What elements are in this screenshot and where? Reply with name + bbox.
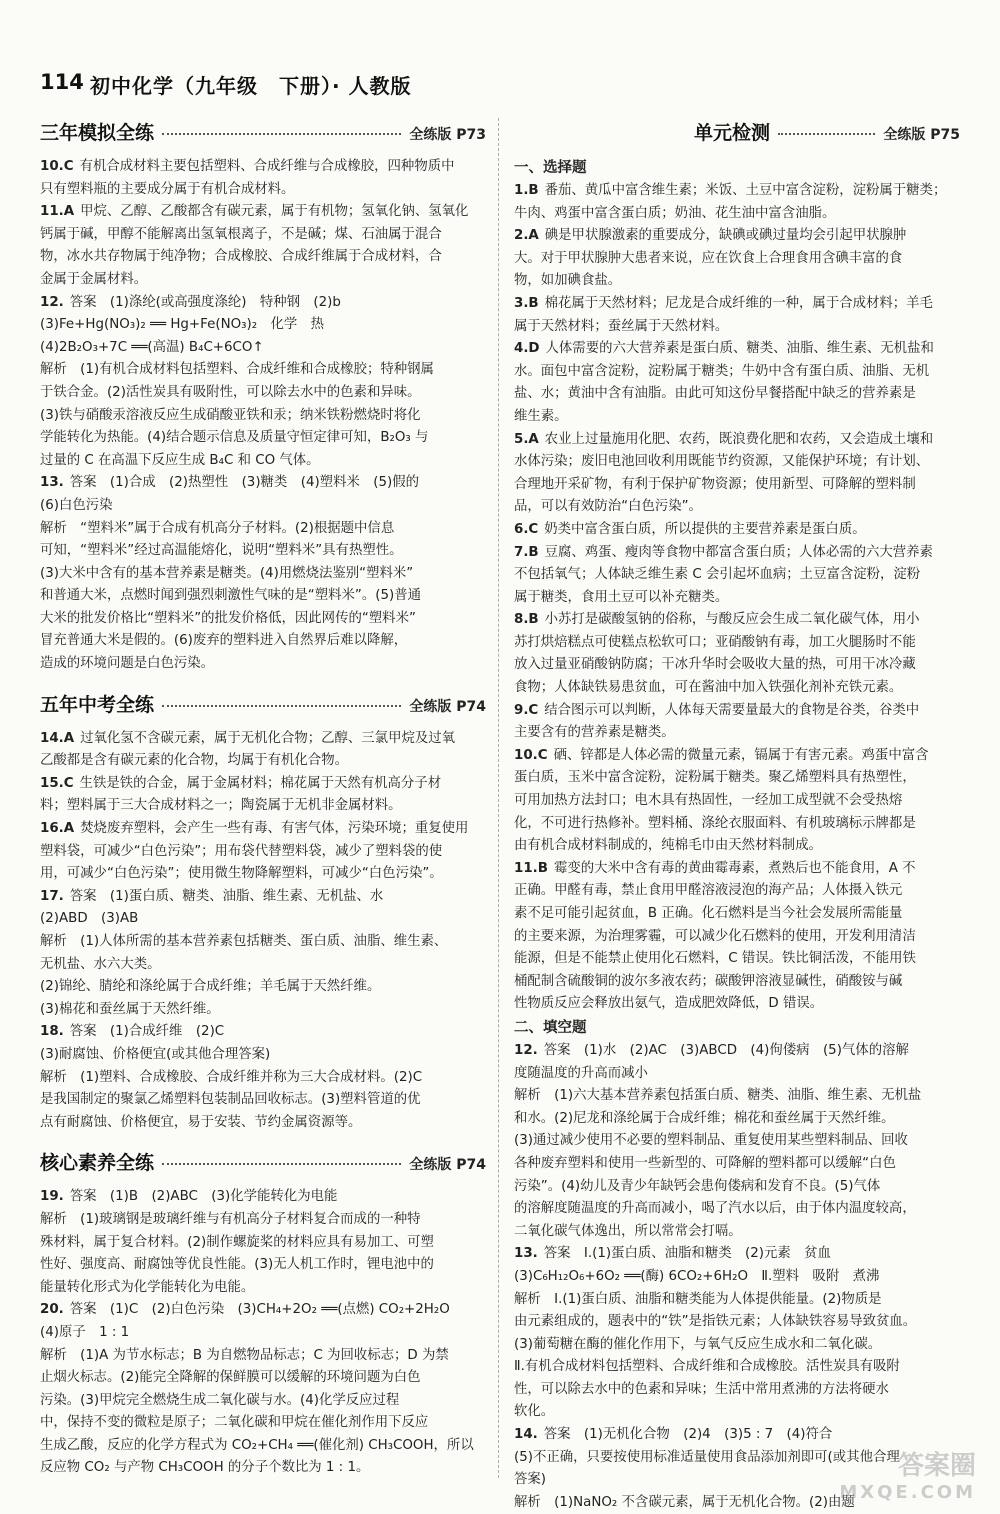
section-ref: 全练版 P74 xyxy=(409,698,486,715)
answer-item xyxy=(40,728,486,773)
text-line: 番茄、黄瓜中富含维生素；米饭、土豆中富含淀粉，淀粉属于糖类； xyxy=(544,183,947,198)
text-line: 答案 (1)合成纤维 (2)C xyxy=(69,1024,225,1040)
text-line: 答案 (1)合成 (2)热塑性 (3)糖类 (4)塑料米 (5)假的 xyxy=(69,475,419,491)
text-line: 解析 (1)有机合成材料包括塑料、合成纤维和合成橡胶；特种钢属 xyxy=(40,362,434,378)
text-line: 污染”。(4)幼儿及青少年缺钙会患佝偻病和发育不良。(5)气体 xyxy=(514,1178,881,1194)
text-line: 结合图示可以判断，人体每天需要量最大的食物是谷类，谷类中 xyxy=(544,702,920,718)
text-line: 品，可以有效防治“白色污染”。 xyxy=(514,499,702,515)
answer-item xyxy=(514,700,960,745)
text-line: (6)白色污染 xyxy=(40,497,113,513)
answer-item xyxy=(514,519,960,542)
text-line: 冒充普通大米是假的。(6)废弃的塑料进入自然界后难以降解， xyxy=(40,633,408,649)
dotted-leader xyxy=(162,1163,401,1165)
answer-item xyxy=(514,1040,960,1243)
section-title: 核心素养全练 xyxy=(40,1152,155,1175)
text-line: 答案 (1)C (2)白色污染 (3)CH₄+2O₂ ══(点燃) CO₂+2H₂O xyxy=(69,1302,450,1318)
text-line: (3)耐腐蚀、价格便宜(或其他合理答案) xyxy=(40,1046,271,1062)
text-line: 豆腐、鸡蛋、瘦肉等食物中都富含蛋白质；人体必需的六大营养素 xyxy=(544,544,933,560)
text-line: 是我国制定的聚氯乙烯塑料包装制品回收标志。(3)塑料管道的优 xyxy=(40,1092,421,1108)
page-number: 114 xyxy=(40,70,84,94)
text-line: 合理地开采矿物，有利于保护矿物资源；使用新型、可降解的塑料制 xyxy=(514,476,916,492)
text-line: 答案 (1)水 (2)AC (3)ABCD (4)佝偻病 (5)气体的溶解 xyxy=(543,1042,909,1058)
section-ref: 全练版 P75 xyxy=(883,127,960,143)
text-line: 生成乙酸，反应的化学方程式为 CO₂+CH₄ ══(催化剂) CH₃COOH，所以 xyxy=(40,1437,474,1453)
item-number: 12. xyxy=(40,294,64,310)
text-line: (3)通过减少使用不必要的塑料制品、重复使用某些塑料制品、回收 xyxy=(514,1133,908,1149)
text-line: 于铁合金。(2)活性炭具有吸附性，可以除去水中的色素和异味。 xyxy=(40,384,421,400)
text-line: 大。对于甲状腺肿大患者来说，应在饮食上合理食用含碘丰富的食 xyxy=(514,250,903,266)
text-line: 无机盐、水六大类。 xyxy=(40,956,161,972)
watermark-url: MXQE.COM xyxy=(839,1482,976,1503)
item-number: 11.A xyxy=(40,204,75,220)
right-column xyxy=(514,118,960,1514)
page-header xyxy=(40,66,960,102)
text-line: 牛肉、鸡蛋中富含蛋白质；奶油、花生油中富含油脂。 xyxy=(514,205,836,221)
text-line: 答案 Ⅰ.(1)蛋白质、油脂和糖类 (2)元素 贫血 xyxy=(543,1246,831,1262)
text-line: 解析 Ⅰ.(1)蛋白质、油脂和糖类能为人体提供能量。(2)物质是 xyxy=(514,1291,882,1307)
text-line: 解析 (1)六大基本营养素包括蛋白质、糖类、油脂、维生素、无机盐 xyxy=(514,1088,922,1104)
text-line: 素不足可能引起贫血，B 正确。化石燃料是当今社会发展所需能量 xyxy=(514,906,903,921)
text-line: 正确。甲醛有毒，禁止食用甲醛溶液浸泡的海产品；人体摄入铁元 xyxy=(514,883,903,899)
text-line: 度随温度的升高而减小 xyxy=(514,1065,648,1081)
text-line: 解析 (1)塑料、合成橡胶、合成纤维并称为三大合成材料。(2)C xyxy=(40,1069,423,1085)
text-line: 性，可以除去水中的色素和异味；生活中常用煮沸的方法将硬水 xyxy=(514,1381,889,1397)
answer-item xyxy=(40,472,486,675)
answer-item xyxy=(40,1021,486,1134)
text-line: 过氧化氢不含碳元素，属于无机化合物；乙醇、三氯甲烷及过氧 xyxy=(80,730,456,746)
text-line: 由元素组成的，题表中的“铁”是指铁元素；人体缺铁容易导致贫血。 xyxy=(514,1314,917,1330)
text-line: 的主要来源，为治理雾霾，可以减少化石燃料的使用，开发利用清洁 xyxy=(514,928,916,944)
answer-item xyxy=(514,225,960,293)
answer-item xyxy=(40,292,486,473)
text-line: 解析 (1)人体所需的基本营养素包括糖类、蛋白质、油脂、维生素、 xyxy=(40,934,448,949)
text-line: 金属于金属材料。 xyxy=(40,271,148,287)
answer-item xyxy=(40,201,486,291)
text-line: (2)锦纶、腈纶和涤纶属于合成纤维；羊毛属于天然纤维。 xyxy=(40,979,381,995)
answer-item xyxy=(514,858,960,1016)
text-line: 和普通大米，点燃时闻到强烈刺激性气味的是“塑料米”。(5)普通 xyxy=(40,588,421,604)
section-header xyxy=(40,690,486,724)
item-number: 8.B xyxy=(514,612,539,628)
text-line: (4)原子 1 : 1 xyxy=(40,1324,130,1340)
text-line: 能量转化形式为化学能转化为电能。 xyxy=(40,1279,255,1295)
text-line: 钙属于碱，甲醇不能解离出氢氧根离子，不是碱；煤、石油属于混合 xyxy=(40,226,442,242)
text-line: (3)棉花和蚕丝属于天然纤维。 xyxy=(40,1001,220,1017)
text-line: 甲烷、乙醇、乙酸都含有碳元素，属于有机物；氢氧化钠、氢氧化 xyxy=(80,204,469,220)
item-number: 17. xyxy=(40,888,64,904)
answer-item xyxy=(40,156,486,201)
text-line: 软化。 xyxy=(514,1404,555,1420)
dotted-leader xyxy=(162,705,401,707)
item-number: 1.B xyxy=(514,183,539,198)
section-header xyxy=(514,118,960,152)
answer-item xyxy=(514,745,960,858)
text-line: 过量的 C 在高温下反应生成 B₄C 和 CO 气体。 xyxy=(40,452,320,468)
text-line: 放入过量亚硝酸钠防腐；干冰升华时会吸收大量的热，可用干冰冷藏 xyxy=(514,657,916,673)
book-title: 初中化学（九年级 下册）· 人教版 xyxy=(90,74,412,98)
text-line: 答案 (1)蛋白质、糖类、油脂、维生素、无机盐、水 xyxy=(69,888,384,904)
text-line: 生铁是铁的合金，属于金属材料；棉花属于天然有机高分子材 xyxy=(79,775,442,791)
subsection-title: 一、选择题 xyxy=(514,160,587,176)
text-line: 棉花属于天然材料；尼龙是合成纤维的一种，属于合成材料；羊毛 xyxy=(544,295,933,311)
text-line: 塑料袋，可减少“白色污染”；用布袋代替塑料袋，减少了塑料袋的使 xyxy=(40,843,443,859)
item-number: 3.B xyxy=(514,295,539,311)
section-header xyxy=(40,118,486,152)
text-line: 只有塑料瓶的主要成分属于有机合成材料。 xyxy=(40,181,295,197)
text-line: 桶配制含硫酸铜的波尔多液农药；碳酸钾溶液显碱性，硝酸铵与碱 xyxy=(514,973,903,989)
text-line: 可用加热方法封口；电木具有热固性，一经加工成型就不会受热熔 xyxy=(514,793,903,809)
answer-item xyxy=(40,1186,486,1299)
section-header xyxy=(40,1148,486,1182)
text-line: 点有耐腐蚀、价格便宜，易于安装、节约金属资源等。 xyxy=(40,1114,362,1130)
item-number: 10.C xyxy=(40,159,74,174)
text-line: Ⅱ.有机合成材料包括塑料、合成纤维和合成橡胶。活性炭具有吸附 xyxy=(514,1359,900,1375)
text-line: 水。面包中富含淀粉，淀粉属于糖类；牛奶中含有蛋白质、油脂、无机 xyxy=(514,363,930,379)
text-line: 的溶解度随温度的升高而减小，喝了汽水以后，由于体内温度较高， xyxy=(514,1201,916,1217)
text-line: (2)ABD (3)AB xyxy=(40,911,139,927)
text-line: (4)2B₂O₃+7C ══(高温) B₄C+6CO↑ xyxy=(40,339,264,355)
text-line: 有机合成材料主要包括塑料、合成纤维与合成橡胶，四种物质中 xyxy=(79,159,455,174)
text-line: 学能转化为热能。(4)结合题示信息及质量守恒定律可知，B₂O₃ 与 xyxy=(40,430,429,446)
text-line: 能源，但是不能禁止使用化石燃料，C 错误。铁比铜活泼，不能用铁 xyxy=(514,951,916,967)
text-line: 污染。(3)甲烷完全燃烧生成二氧化碳与水。(4)化学反应过程 xyxy=(40,1392,400,1408)
answer-item xyxy=(514,180,960,225)
answer-item xyxy=(40,1299,486,1480)
text-line: 答案 (1)B (2)ABC (3)化学能转化为电能 xyxy=(69,1189,338,1205)
text-line: 物，冰水共存物属于纯净物；合成橡胶、合成纤维属于合成材料，合 xyxy=(40,249,442,265)
text-line: (3)C₆H₁₂O₆+6O₂ ══(酶) 6CO₂+6H₂O Ⅱ.塑料 吸附 煮沸 xyxy=(514,1268,880,1284)
text-line: 中，保持不变的微粒是原子；二氧化碳和甲烷在催化剂作用下反应 xyxy=(40,1415,429,1431)
item-number: 9.C xyxy=(514,702,539,718)
item-number: 13. xyxy=(514,1246,538,1262)
item-number: 11.B xyxy=(514,860,548,876)
item-number: 5.A xyxy=(514,431,539,447)
text-line: 食物；人体缺铁易患贫血，可在酱油中加入铁强化剂补充铁元素。 xyxy=(514,680,903,696)
answer-item xyxy=(514,1243,960,1424)
text-line: 解析 “塑料米”属于合成有机高分子材料。(2)根据题中信息 xyxy=(40,520,395,536)
text-line: 和水。(2)尼龙和涤纶属于合成纤维；棉花和蚕丝属于天然纤维。 xyxy=(514,1110,895,1126)
text-line: 各种废弃塑料和使用一些新型的、可降解的塑料都可以缓解“白色 xyxy=(514,1155,896,1171)
text-line: 属于糖类，食用土豆可以补充糖类。 xyxy=(514,589,729,605)
text-line: 人体需要的六大营养素是蛋白质、糖类、油脂、维生素、无机盐和 xyxy=(545,341,934,357)
text-line: 蛋白质，玉米中富含淀粉，淀粉属于糖类。聚乙烯塑料具有热塑性， xyxy=(514,770,916,786)
text-line: 主要含有的营养素是糖类。 xyxy=(514,725,675,741)
item-number: 18. xyxy=(40,1024,64,1040)
text-line: (5)不正确，只要按使用标准适量使用食品添加剂即可(或其他合理 xyxy=(514,1449,900,1465)
section-title: 单元检测 xyxy=(694,122,771,144)
column-divider xyxy=(498,118,499,1478)
section-title: 三年模拟全练 xyxy=(40,122,155,144)
text-line: 农业上过量施用化肥、农药，既浪费化肥和农药，又会造成土壤和 xyxy=(544,431,934,447)
text-line: 答案 (1)无机化合物 (2)4 (3)5 : 7 (4)符合 xyxy=(543,1427,833,1443)
text-line: 乙酸都是含有碳元素的化合物，均属于有机化合物。 xyxy=(40,753,348,769)
item-number: 14. xyxy=(514,1427,538,1443)
text-line: 造成的环境问题是白色污染。 xyxy=(40,656,215,672)
text-line: 霉变的大米中含有毒的黄曲霉毒素，煮熟后也不能食用，A 不 xyxy=(553,860,916,876)
item-number: 15.C xyxy=(40,775,74,791)
section-ref: 全练版 P73 xyxy=(409,127,486,143)
answer-item xyxy=(514,293,960,338)
text-line: 止烟火标志。(2)能完全降解的保鲜膜可以缓解的环境问题为白色 xyxy=(40,1370,421,1386)
text-line: 大米的批发价格比“塑料米”的批发价格低，因此网传的“塑料米” xyxy=(40,610,416,626)
text-line: 解析 (1)NaNO₂ 不含碳元素，属于无机化合物。(2)由题 xyxy=(514,1494,855,1510)
watermark-text: 答案圈 xyxy=(897,1451,976,1481)
text-line: 盐、水；黄油中含有油脂。由此可知这份早餐搭配中缺乏的营养素是 xyxy=(514,386,916,402)
text-line: 解析 (1)玻璃钢是玻璃纤维与有机高分子材料复合而成的一种特 xyxy=(40,1211,421,1227)
text-line: 奶类中富含蛋白质，所以提供的主要营养素是蛋白质。 xyxy=(544,521,866,537)
text-line: 苏打烘焙糕点可使糕点松软可口；亚硝酸钠有毒，加工火腿肠时不能 xyxy=(514,634,916,650)
text-line: 用，可减少“白色污染”；使用微生物降解塑料，可减少“白色污染”。 xyxy=(40,866,443,882)
text-line: (3)大米中含有的基本营养素是糖类。(4)用燃烧法鉴别“塑料米” xyxy=(40,565,414,581)
answer-item xyxy=(40,886,486,1022)
item-number: 7.B xyxy=(514,544,539,560)
text-line: 硒、锌都是人体必需的微量元素，镉属于有害元素。鸡蛋中富含 xyxy=(553,747,929,763)
text-line: 物，如加碘食盐。 xyxy=(514,273,622,289)
item-number: 19. xyxy=(40,1189,64,1205)
text-line: 焚烧废弃塑料，会产生一些有毒、有害气体，污染环境；重复使用 xyxy=(80,821,469,837)
text-line: 属于天然材料；蚕丝属于天然材料。 xyxy=(514,318,729,334)
answer-item xyxy=(40,773,486,818)
item-number: 16.A xyxy=(40,821,75,837)
watermark-logo xyxy=(826,1445,976,1503)
text-line: 答案 (1)涤纶(或高强度涤纶) 特种钢 (2)b xyxy=(69,294,341,310)
left-column xyxy=(40,118,486,1480)
text-line: (3)葡萄糖在酶的催化作用下，与氧气反应生成水和二氧化碳。 xyxy=(514,1336,882,1352)
dotted-leader xyxy=(778,133,875,135)
text-line: (3)铁与硝酸汞溶液反应生成硝酸亚铁和汞；纳米铁粉燃烧时将化 xyxy=(40,407,421,423)
item-number: 20. xyxy=(40,1302,64,1318)
text-line: 料；塑料属于三大合成材料之一；陶瓷属于无机非金属材料。 xyxy=(40,798,402,814)
text-line: 化，不可进行热修补。塑料桶、涤纶衣服面料、有机玻璃标示牌都是 xyxy=(514,815,916,831)
answer-item xyxy=(514,609,960,699)
item-number: 2.A xyxy=(514,228,539,244)
text-line: 碘是甲状腺激素的重要成分，缺碘或碘过量均会引起甲状腺肿 xyxy=(544,228,907,244)
item-number: 12. xyxy=(514,1042,538,1058)
item-number: 6.C xyxy=(514,521,539,537)
text-line: 可知，“塑料米”经过高温能熔化，说明“塑料米”具有热塑性。 xyxy=(40,543,403,559)
text-line: 不包括氧气；人体缺乏维生素 C 会引起坏血病；土豆富含淀粉，淀粉 xyxy=(514,567,921,583)
text-line: 水体污染；废旧电池回收利用既能节约资源，又能保护环境；有计划、 xyxy=(514,454,930,470)
text-line: 解析 (1)A 为节水标志；B 为自燃物品标志；C 为回收标志；D 为禁 xyxy=(40,1347,449,1363)
text-line: 由有机合成材料制成的，纯棉毛巾由天然材料制成。 xyxy=(514,838,822,854)
item-number: 13. xyxy=(40,475,64,491)
text-line: 性好、强度高、耐腐蚀等优良性能。(3)无人机工作时，锂电池中的 xyxy=(40,1257,434,1273)
text-line: 二氧化碳气体逸出，所以常常会打嗝。 xyxy=(514,1223,742,1239)
subsection-title: 二、填空题 xyxy=(514,1019,587,1036)
dotted-leader xyxy=(162,133,401,135)
answer-item xyxy=(40,818,486,886)
item-number: 14.A xyxy=(40,730,75,746)
answer-item xyxy=(514,429,960,519)
section-ref: 全练版 P74 xyxy=(409,1157,486,1174)
text-line: 反应物 CO₂ 与产物 CH₃COOH 的分子个数比为 1 : 1。 xyxy=(40,1460,370,1476)
text-line: 维生素。 xyxy=(514,408,568,424)
section-title: 五年中考全练 xyxy=(40,693,155,716)
answer-item xyxy=(514,338,960,428)
text-line: (3)Fe+Hg(NO₃)₂ ══ Hg+Fe(NO₃)₂ 化学 热 xyxy=(40,317,325,333)
text-line: 性物质反应会释放出氨气，造成肥效降低，D 错误。 xyxy=(514,996,824,1012)
text-line: 答案) xyxy=(514,1472,547,1488)
item-number: 4.D xyxy=(514,341,540,357)
answer-item xyxy=(514,542,960,610)
text-line: 小苏打是碳酸氢钠的俗称，与酸反应会生成二氧化碳气体，用小 xyxy=(544,612,920,628)
item-number: 10.C xyxy=(514,747,548,763)
text-line: 殊材料，属于复合材料。(2)制作螺旋桨的材料应具有易加工、可塑 xyxy=(40,1234,434,1250)
